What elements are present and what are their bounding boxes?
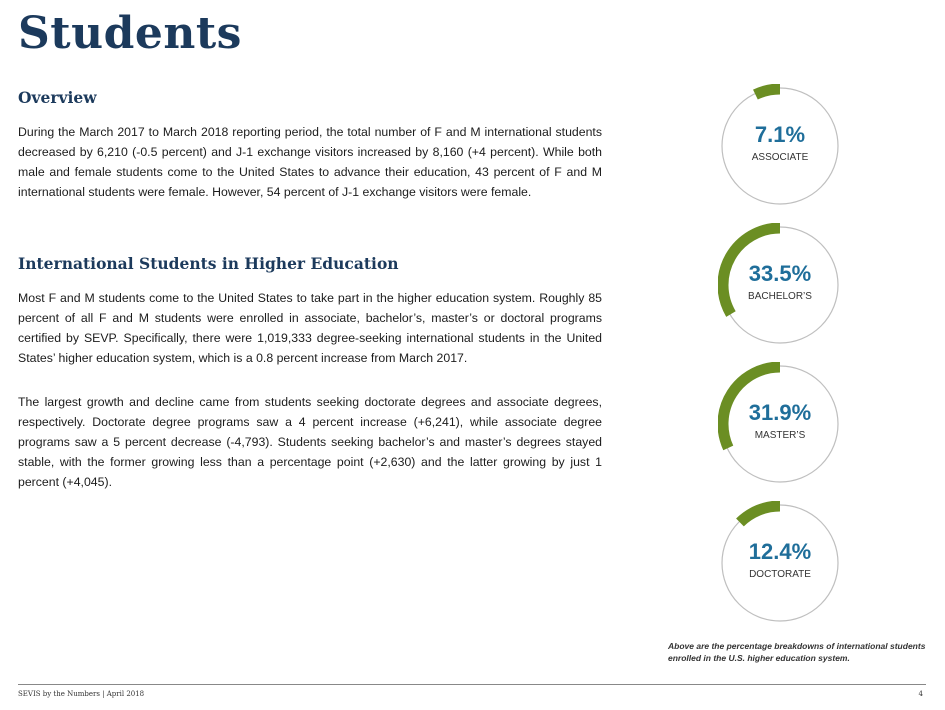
ring-label: DOCTORATE xyxy=(749,569,811,580)
page-title: Students xyxy=(18,8,242,59)
ring-bachelors xyxy=(718,223,842,347)
ring-percent: 7.1% xyxy=(754,122,806,147)
ring-label: MASTER’S xyxy=(754,430,806,441)
higher-ed-paragraph-1: Most F and M students come to the United States to take part in the higher education system. Roughly 85 percent of all F and M students were enrolled in associate, bachelor’s, master’s or doctoral programs certified by SEVP. Specifically, there were 1,019,333 degree-seeking international students in the United States’ higher education system, which is a 0.8 percent increase from March 2017. xyxy=(18,291,602,365)
footer-divider xyxy=(18,684,926,685)
ring-arc xyxy=(740,506,780,522)
ring-associate xyxy=(718,84,842,208)
footer-page-number: 4 xyxy=(918,690,923,698)
overview-heading: Overview xyxy=(18,88,97,107)
overview-paragraph: During the March 2017 to March 2018 reporting period, the total number of F and M international students decreased by 6,210 (-0.5 percent) and J-1 exchange visitors increased by 8,160 (+4 percent). While both male and female students come to the United States to advance their education, 43 percent of F and M international students were female. However, 54 percent of J-1 exchange visitors were female. xyxy=(18,125,602,199)
ring-percent: 31.9% xyxy=(748,400,812,425)
ring-doctorate xyxy=(718,501,842,625)
ring-masters xyxy=(718,362,842,486)
ring-label: ASSOCIATE xyxy=(751,152,809,163)
footer-publication: SEVIS by the Numbers | April 2018 xyxy=(18,690,145,698)
higher-ed-paragraph-2: The largest growth and decline came from students seeking doctorate degrees and associate degrees, respectively. Doctorate degree programs saw a 4 percent increase (+6,241), while associate degree programs saw a 5 percent decrease (-4,793). Students seeking bachelor’s and master’s degrees stayed stable, with the former growing less than a percentage point (+2,630) and the latter growing by just 1 percent (+4,045). xyxy=(18,395,602,489)
ring-percent: 33.5% xyxy=(748,261,812,286)
higher-ed-heading: International Students in Higher Education xyxy=(18,254,399,273)
ring-percent: 12.4% xyxy=(748,539,812,564)
ring-label: BACHELOR’S xyxy=(748,291,812,302)
rings-caption: Above are the percentage breakdowns of international students enrolled in the U.S. higher education system. xyxy=(668,641,926,663)
ring-arc xyxy=(755,89,780,95)
